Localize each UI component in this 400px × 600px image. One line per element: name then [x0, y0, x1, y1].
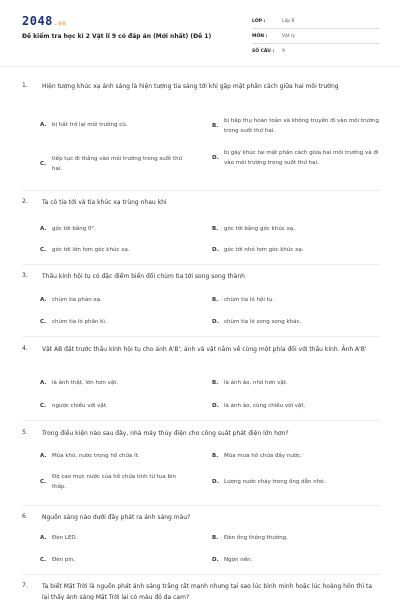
meta-class: [252, 14, 380, 29]
option-text: góc tới lớn hơn góc khúc xạ.: [52, 247, 130, 253]
question-divider: [22, 574, 380, 575]
option-letter: C.: [40, 247, 47, 253]
option-d[interactable]: [212, 317, 382, 327]
option-letter: B.: [212, 123, 219, 129]
option-text: chùm tia ló song song khác.: [224, 319, 302, 325]
option-text: bị gãy khúc tại mặt phân cách giữa hai môi trường và đi vào môi trường trong suốt thứ hai.: [224, 150, 379, 166]
option-letter: A.: [40, 297, 47, 303]
option-c[interactable]: [40, 245, 190, 255]
option-letter: B.: [212, 453, 219, 459]
option-letter: C.: [40, 479, 47, 485]
option-letter: A.: [40, 380, 47, 386]
meta-label: SỐ CÂU :: [252, 48, 275, 54]
option-letter: C.: [40, 319, 47, 325]
logo-domain: .vn: [53, 20, 67, 27]
option-text: góc tới bằng 0⁰.: [52, 226, 96, 232]
meta-count: [252, 44, 380, 58]
option-text: góc tới bằng góc khúc xạ.: [224, 226, 295, 232]
option-text: Đèn pin.: [52, 557, 76, 563]
question-text: Hiện tượng khúc xạ ánh sáng là hiện tượng tia sáng tới khi gặp mặt phân cách giữa hai môi trường: [42, 83, 339, 90]
option-letter: C.: [40, 403, 47, 409]
option-letter: D.: [212, 247, 219, 253]
option-letter: A.: [40, 535, 47, 541]
question-divider: [22, 264, 380, 265]
meta-value: 9: [282, 48, 285, 54]
meta-value: Vật lý: [282, 33, 295, 39]
option-b[interactable]: [212, 116, 382, 136]
option-c[interactable]: [40, 472, 190, 492]
option-c[interactable]: [40, 401, 190, 411]
option-letter: A.: [40, 122, 47, 128]
option-text: góc tới nhỏ hơn góc khúc xạ.: [224, 247, 304, 253]
option-c[interactable]: [40, 154, 190, 174]
option-text: là ảnh ảo, cùng chiều với vật.: [224, 403, 306, 409]
option-text: Mùa mưa hồ chứa đầy nước.: [224, 453, 302, 459]
option-letter: A.: [40, 226, 47, 232]
option-text: tiếp tục đi thẳng vào môi trường trong suốt thứ hai.: [52, 156, 183, 172]
question-number: 1.: [22, 82, 28, 89]
meta-value: Lớp 9: [282, 18, 295, 24]
question-number: 5.: [22, 429, 28, 436]
option-c[interactable]: [40, 555, 190, 565]
question-text: Nguồn sáng nào dưới đây phát ra ánh sáng màu?: [42, 514, 191, 521]
option-text: bị hấp thụ hoàn toàn và không truyền đi vào môi trường trong suốt thứ hai.: [224, 118, 379, 134]
option-b[interactable]: [212, 533, 382, 543]
option-letter: B.: [212, 535, 219, 541]
option-c[interactable]: [40, 317, 190, 327]
logo-text: 2048: [22, 14, 53, 28]
option-d[interactable]: [212, 477, 382, 487]
option-a[interactable]: [40, 120, 190, 130]
option-d[interactable]: [212, 555, 382, 565]
header-divider: [0, 66, 400, 67]
question-number: 7.: [22, 582, 28, 589]
option-letter: B.: [212, 297, 219, 303]
question-text: Ta có tia tới và tia khúc xạ trùng nhau khi: [42, 199, 167, 206]
option-d[interactable]: [212, 148, 382, 168]
option-letter: B.: [212, 226, 219, 232]
option-a[interactable]: [40, 451, 190, 461]
question-divider: [22, 505, 380, 506]
option-a[interactable]: [40, 224, 190, 234]
quiz-meta: [252, 14, 380, 58]
option-text: Lượng nước chảy trong ống dẫn nhỏ.: [224, 479, 326, 485]
option-letter: D.: [212, 479, 219, 485]
option-text: chùm tia ló hội tụ.: [224, 297, 275, 303]
option-d[interactable]: [212, 401, 382, 411]
option-a[interactable]: [40, 533, 190, 543]
option-a[interactable]: [40, 295, 190, 305]
option-text: Mùa khô, nước trong hồ chứa ít.: [52, 453, 140, 459]
question-divider: [22, 190, 380, 191]
option-b[interactable]: [212, 224, 382, 234]
option-text: Độ cao mực nước của hồ chứa tính từ tua bin thấp.: [52, 474, 177, 490]
option-text: Ngọn nến.: [224, 557, 253, 563]
option-letter: D.: [212, 403, 219, 409]
meta-subject: [252, 29, 380, 44]
question-number: 6.: [22, 513, 28, 520]
meta-label: LỚP :: [252, 18, 266, 24]
option-letter: A.: [40, 453, 47, 459]
option-letter: D.: [212, 557, 219, 563]
option-text: là ảnh ảo, nhỏ hơn vật.: [224, 380, 288, 386]
site-logo[interactable]: [22, 14, 66, 28]
option-text: là ảnh thật, lớn hơn vật.: [52, 380, 119, 386]
option-letter: B.: [212, 380, 219, 386]
option-a[interactable]: [40, 378, 190, 388]
option-text: chùm tia ló phân kì.: [52, 319, 107, 325]
option-b[interactable]: [212, 378, 382, 388]
header: [0, 0, 400, 62]
option-letter: D.: [212, 319, 219, 325]
question-divider: [22, 336, 380, 337]
page-title: Đề kiểm tra học kì 2 Vật lí 9 có đáp án (Mới nhất) (Đề 1): [22, 33, 212, 40]
question-text: Vật AB đặt trước thấu kính hội tụ cho ảnh A'B'; ảnh và vật nằm về cùng một phía đối với thấu kính. Ảnh A'B': [42, 346, 367, 353]
option-text: bị hắt trở lại môi trường cũ.: [52, 122, 128, 128]
question-number: 3.: [22, 272, 28, 279]
option-text: chùm tia phản xạ.: [52, 297, 102, 303]
meta-label: MÔN :: [252, 33, 268, 39]
option-letter: C.: [40, 161, 47, 167]
question-text: Ta biết Mặt Trời là nguồn phát ánh sáng trắng rất mạnh nhưng tại sao lúc bình minh hoặc lúc hoàng hôn thì ta lại thấy ánh sáng Mặt Trời lại có màu đỏ da cam?: [42, 583, 373, 600]
option-b[interactable]: [212, 451, 382, 461]
option-text: Đèn ống thông thường.: [224, 535, 288, 541]
question-text: Trong điều kiện nào sau đây, nhà máy thủy điện cho công suất phát điện lớn hơn?: [42, 430, 289, 437]
option-b[interactable]: [212, 295, 382, 305]
question-number: 2.: [22, 198, 28, 205]
option-d[interactable]: [212, 245, 382, 255]
option-text: Đèn LED.: [52, 535, 78, 541]
option-letter: C.: [40, 557, 47, 563]
option-text: ngược chiều với vật.: [52, 403, 108, 409]
option-letter: D.: [212, 155, 219, 161]
question-divider: [22, 420, 380, 421]
question-text: Thấu kính hội tụ có đặc điểm biến đổi chùm tia tới song song thành: [42, 273, 245, 280]
question-number: 4.: [22, 345, 28, 352]
